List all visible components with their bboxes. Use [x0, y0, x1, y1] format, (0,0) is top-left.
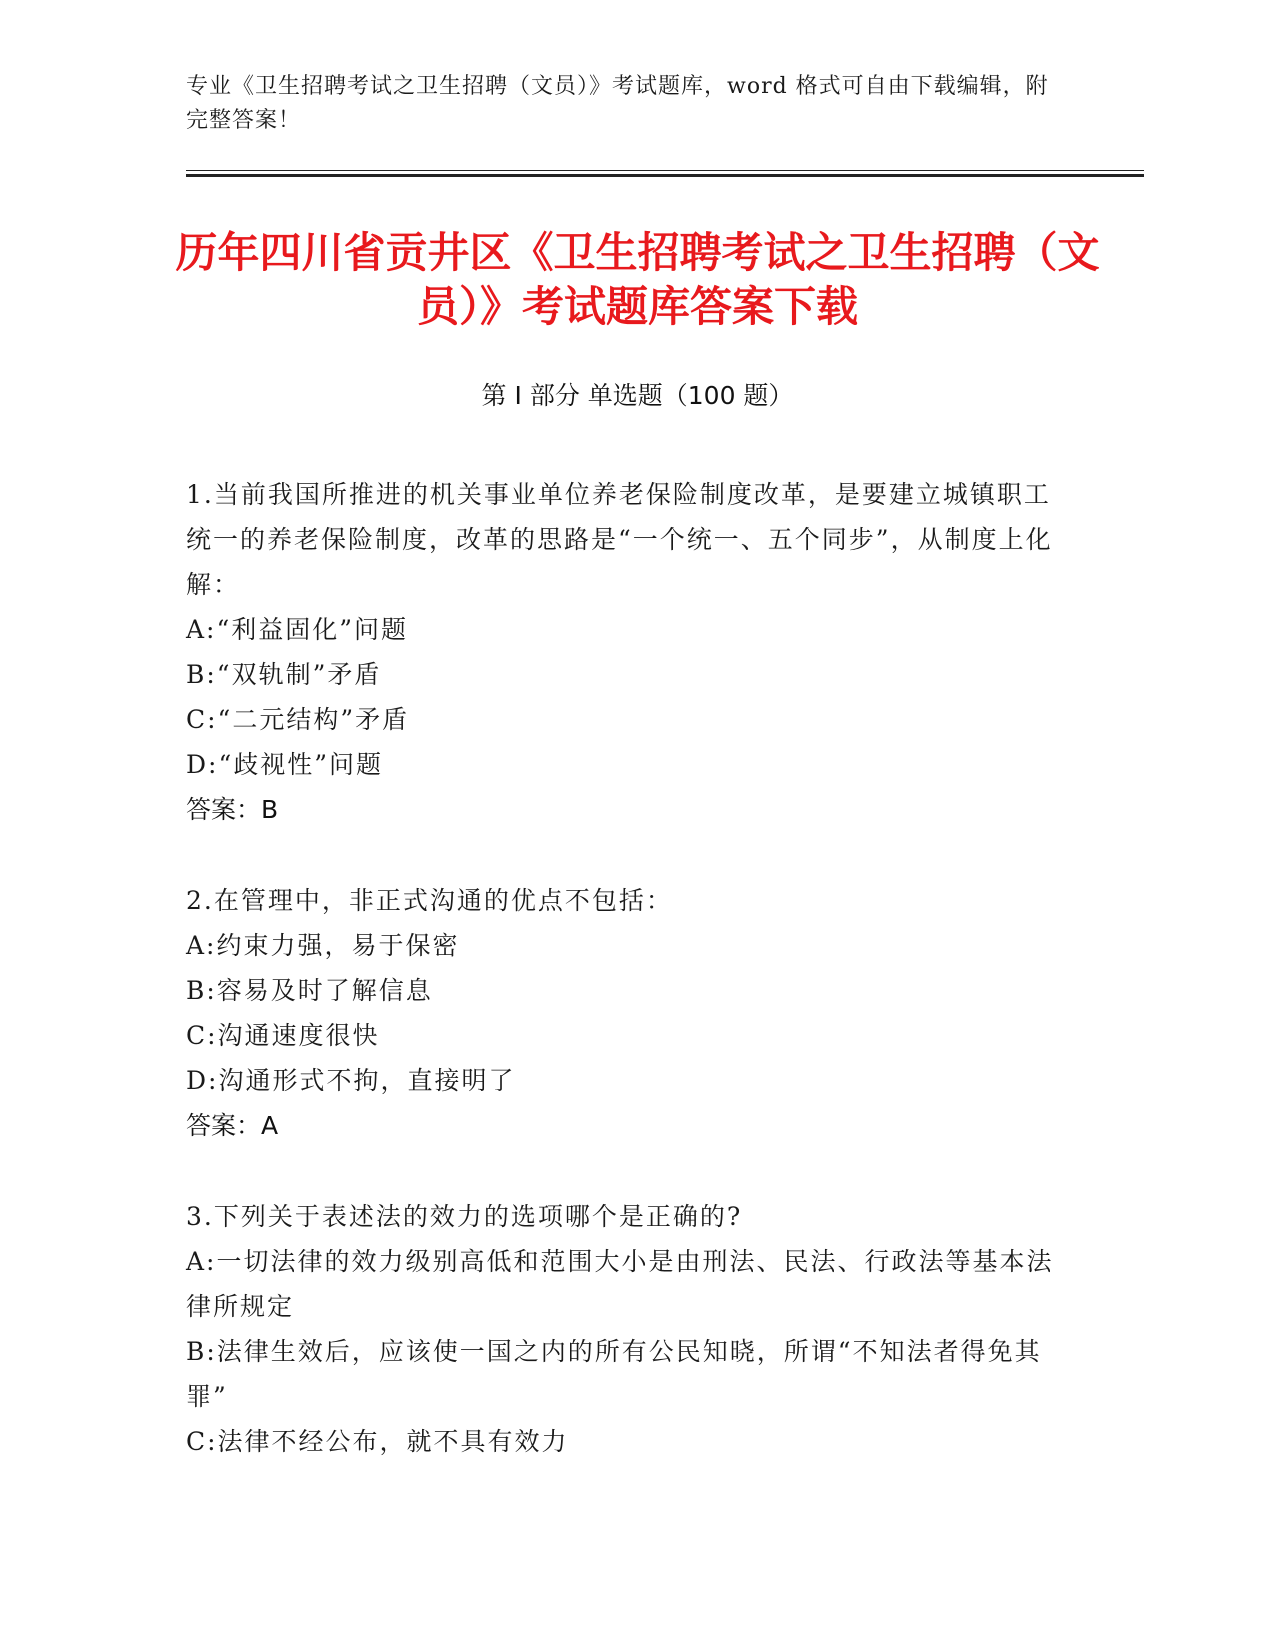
section-title: 第 I 部分 单选题（100 题） [481, 381, 794, 410]
option-b: B:法律生效后，应该使一国之内的所有公民知晓，所谓“不知法者得免其罪” [186, 1337, 1042, 1411]
question-list [186, 472, 1066, 1510]
question-text: 3.下列关于表述法的效力的选项哪个是正确的? [186, 1202, 743, 1231]
header-divider-thin [186, 170, 1144, 171]
header-divider-thick [186, 174, 1144, 177]
option-c: C:沟通速度很快 [186, 1021, 380, 1050]
option-a: A:“利益固化”问题 [186, 615, 409, 644]
option-c: C:法律不经公布，就不具有效力 [186, 1427, 569, 1456]
question-text: 1.当前我国所推进的机关事业单位养老保险制度改革，是要建立城镇职工统一的养老保险制度，改革的思路是“一个统一、五个同步”，从制度上化解： [186, 480, 1053, 599]
answer: 答案：B [186, 795, 279, 824]
option-d: D:沟通形式不拘，直接明了 [186, 1066, 516, 1095]
option-b: B:容易及时了解信息 [186, 976, 433, 1005]
answer: 答案：A [186, 1111, 279, 1140]
option-b: B:“双轨制”矛盾 [186, 660, 382, 689]
question-1 [186, 472, 1066, 832]
question-text: 2.在管理中，非正式沟通的优点不包括： [186, 886, 673, 915]
question-3 [186, 1194, 1066, 1464]
option-c: C:“二元结构”矛盾 [186, 705, 410, 734]
option-a: A:约束力强，易于保密 [186, 931, 460, 960]
header-note: 专业《卫生招聘考试之卫生招聘（文员）》考试题库，word 格式可自由下载编辑，附完整答案！ [186, 74, 1049, 133]
question-2 [186, 878, 1066, 1148]
document-title: 历年四川省贡井区《卫生招聘考试之卫生招聘（文员）》考试题库答案下载 [175, 228, 1100, 331]
option-a: A:一切法律的效力级别高低和范围大小是由刑法、民法、行政法等基本法律所规定 [186, 1247, 1054, 1321]
option-d: D:“歧视性”问题 [186, 750, 384, 779]
